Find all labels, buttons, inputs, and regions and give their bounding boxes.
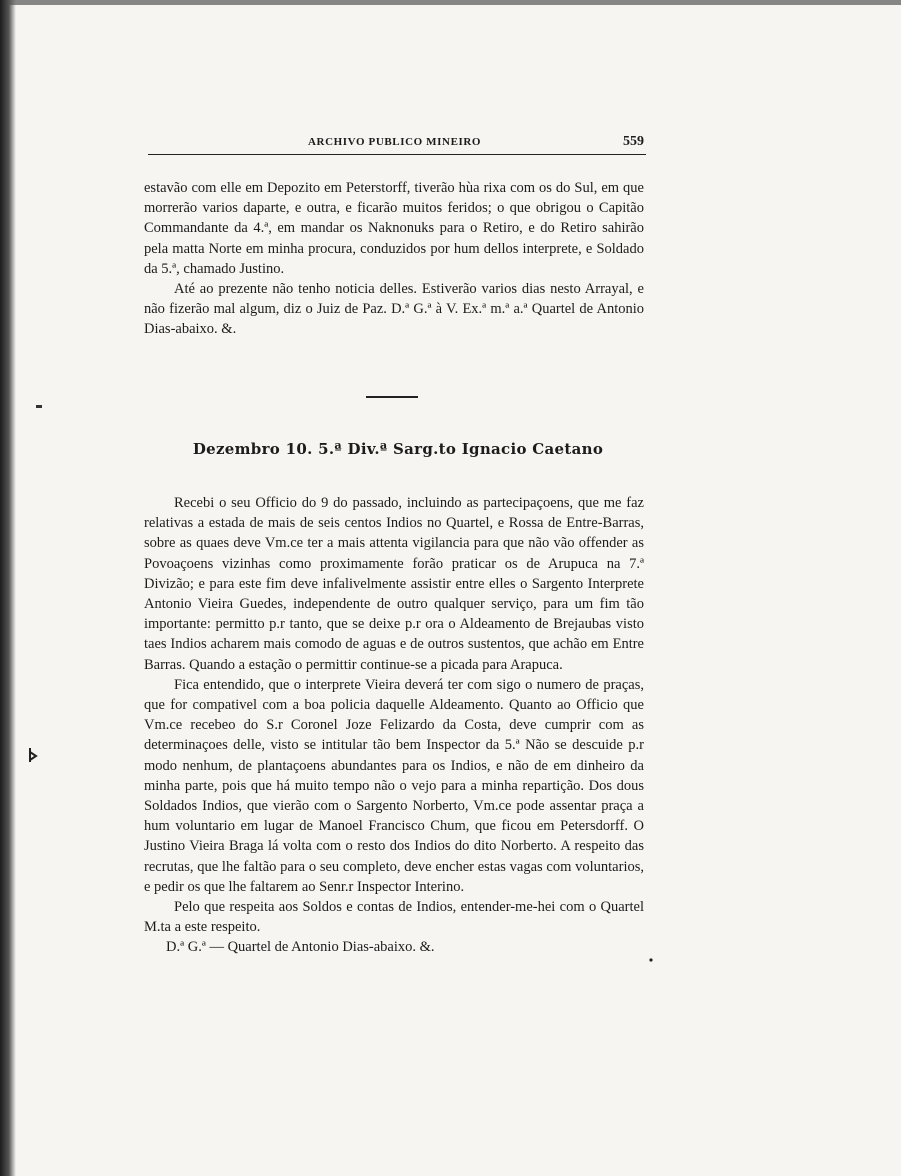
- section-divider: [366, 396, 418, 398]
- paragraph: Pelo que respeita aos Soldos e contas de Indios, entender-me-hei com o Quartel M.ta a este respeito.: [144, 899, 644, 936]
- letter-continuation: [144, 178, 644, 340]
- speck-mark: [36, 405, 42, 408]
- speck-mark: [649, 958, 652, 961]
- speck-mark: [30, 748, 36, 762]
- signature-line: D.ª G.ª — Quartel de Antonio Dias-abaixo. &.: [166, 939, 435, 956]
- paragraph: Recebi o seu Officio do 9 do passado, incluindo as partecipaçoens, que me faz relativas a estada de mais de seis centos Indios no Quartel, e Rossa de Entre-Barras, sobre as quaes deve Vm.ce ter a mais attenta vigilancia para que não vão offender as Povoaçoens vizinhas como proximamente forão praticar os de Arupuca na 7.ª Divizão; e para este fim deve infalivelmente assistir entre elles o Sargento Interprete Antonio Vieira Guedes, independente de outro qualquer serviço, para um fim tão importante: permitto p.r tanto, que se deixe p.r ora o Aldeamento de Brejaubas visto taes Indios acharem mais comodo de aguas e de outros sustentos, que achão em Entre Barras. Quando a estação o permittir continue-se a picada para Arapuca.: [144, 495, 644, 673]
- header-rule: [148, 154, 646, 155]
- letter-heading: Dezembro 10. 5.ª Div.ª Sarg.to Ignacio Caetano: [192, 440, 604, 458]
- scan-binding-shadow: [0, 0, 16, 1176]
- paragraph: estavão com elle em Depozito em Peterstorff, tiverão hùa rixa com os do Sul, em que morrerão varios daparte, e outra, e ficarão muitos feridos; o que obrigou o Capitão Commandante da 4.ª, em mandar os Naknonuks para o Retiro, e do Retiro sahirão pela matta Norte em minha procura, conduzidos por hum dellos interprete, e Soldado da 5.ª, chamado Justino.: [144, 180, 644, 277]
- scan-top-edge: [0, 0, 901, 5]
- page-header: [148, 134, 646, 154]
- letter-body: [144, 493, 644, 958]
- paragraph: Fica entendido, que o interprete Vieira deverá ter com sigo o numero de praças, que for compativel com a boa policia daquelle Aldeamento. Quanto ao Officio que Vm.ce recebeo do S.r Coronel Joze Felizardo da Costa, deve cumprir com as determinaçoes delle, visto se intitular tão bem Inspector da 5.ª Não se descuide p.r modo nenhum, de plantaçoens abundantes para os Indios, e não de em dinheiro da minha parte, pois que há muito tempo não o vejo para a minha repartição. Dos dous Soldados Indios, que vierão com o Sargento Norberto, Vm.ce pode assentar praça a hum voluntario em lugar de Manoel Francisco Chum, que ficou em Petersdorff. O Justino Vieira Braga lá volta com o resto dos Indios do dito Norberto. A respeito das recrutas, que lhe faltão para o seu completo, deve encher estas vagas com voluntarios, e pedir os que lhe faltarem ao Senr.r Inspector Interino.: [144, 676, 644, 895]
- paragraph: Até ao prezente não tenho noticia delles. Estiverão varios dias nesto Arrayal, e não fizerão mal algum, diz o Juiz de Paz. D.ª G.ª à V. Ex.ª m.ª a.ª Quartel de Antonio Dias-abaixo. &.: [144, 281, 644, 338]
- page-number: 559: [623, 134, 644, 149]
- running-title: ARCHIVO PUBLICO MINEIRO: [308, 136, 482, 148]
